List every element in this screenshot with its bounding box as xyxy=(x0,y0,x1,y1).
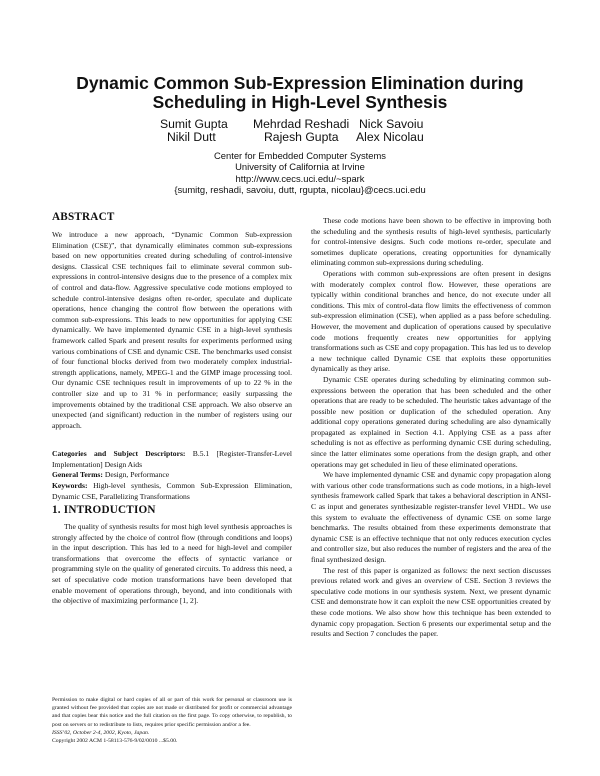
author-row-2 xyxy=(0,130,600,144)
intro-paragraph-4: Dynamic CSE operates during scheduling by eliminating common sub-expressions between the operation that has been scheduled and the other operations that are ready to be scheduled. The heuristic takes advantage of the possible new position or duplication of the scheduled operation. Any additional copy operations generated during scheduling are also dynamically propagated as explained in Section 4.1. Applying CSE as a pass after scheduling is not as effective as performing dynamic CSE during scheduling, since the latter eliminates some operations from the design graph, and other operations may get scheduled in lieu of these eliminated operations. xyxy=(311,374,551,469)
general-terms-text: Design, Performance xyxy=(104,470,170,479)
general-terms-label: General Terms: xyxy=(52,470,103,479)
intro-paragraph-3: Operations with common sub-expressions are often present in designs with moderately complex control flow. However, these operations are typically within conditional branches and hence, do not execute under all conditions. This mix of control-data flow limits the effectiveness of common sub-expression elimination (CSE), when applied as a pass before scheduling. However, the movement and duplication of operations caused by speculative code motions frequently creates new opportunities for applying transformations such as CSE and copy propagation. This has led us to develop a new technique called Dynamic CSE that exploits these opportunities dynamically as they arise. xyxy=(311,268,551,374)
author-name: Rajesh Gupta xyxy=(264,130,339,144)
affiliation-university: University of California at Irvine xyxy=(235,161,365,173)
paper-title xyxy=(40,74,560,112)
keywords-label: Keywords: xyxy=(52,481,88,490)
intro-paragraph-1: The quality of synthesis results for most high level synthesis approaches is strongly affected by the choice of control flow (through conditions and loops) in the input description. This has led to a need for high-level and compiler transformations that overcome the effects of syntactic variance or programming style on the quality of generated circuits. To address this need, a set of speculative code motion transformations have been developed that enable movement of operations through, beyond, and into conditionals with the objective of maximizing performance [1, 2]. xyxy=(52,522,292,606)
copyright-info: Copyright 2002 ACM 1-58113-576-9/02/0010 ...$5.00. xyxy=(52,738,178,745)
title-line-2: Scheduling in High-Level Synthesis xyxy=(152,92,448,112)
affiliation-center: Center for Embedded Computer Systems xyxy=(214,150,386,161)
author-name: Nick Savoiu xyxy=(359,117,424,131)
categories-label: Categories and Subject Descriptors: xyxy=(52,449,186,458)
introduction-body-left xyxy=(52,522,292,607)
intro-paragraph-2: These code motions have been shown to be effective in improving both the scheduling and the synthesis results of high-level synthesis, particularly for control-intensive designs. Such code motions re-order, speculate and sometimes duplicate operations, creating opportunities for dynamically eliminating common sub-expressions during scheduling. xyxy=(311,216,551,268)
introduction-body-right xyxy=(311,216,551,640)
abstract-text xyxy=(52,230,292,431)
abstract-paragraph: We introduce a new approach, “Dynamic Common Sub-expression Elimination (CSE)”, that dynamically eliminates common sub-expressions based on new opportunities created during scheduling of control-intensive designs. Classical CSE techniques fail to eliminate several common sub-expressions in control-intensive designs due to the presence of a complex mix of control and data-flow. Aggressive speculative code motions employed to schedule control-intensive designs often re-order, speculate and duplicate operations, hence changing the control flow between the operations with common sub-expressions. This leads to new opportunities for applying CSE dynamically. We have implemented dynamic CSE in a high-level synthesis framework called Spark and present results for experiments performed using various combinations of CSE and dynamic CSE. The benchmarks used consist of four functional blocks derived from two moderately complex industrial-strength applications, namely, MPEG-1 and the GIMP image processing tool. Our dynamic CSE techniques result in improvements of up to 22 % in the controller size and up to 31 % in performance; easily surpassing the improvements obtained by the traditional CSE approach. We also observe an unexpected (and significant) reduction in the number of registers using our approach. xyxy=(52,230,292,430)
title-line-1: Dynamic Common Sub-Expression Elimination during xyxy=(76,73,524,93)
categories xyxy=(52,449,292,470)
permission-text: Permission to make digital or hard copies of all or part of this work for personal or classroom use is granted without fee provided that copies are not made or distributed for profit or commercial advantage and that copies bear this notice and the full citation on the first page. To copy otherwise, to republish, to post on servers or to redistribute to lists, requires prior specific permission and/or a fee. xyxy=(52,697,292,728)
affiliation xyxy=(40,150,560,195)
intro-paragraph-5: We have implemented dynamic CSE and dynamic copy propagation along with various other code transformations such as code motions, in a high-level synthesis framework called Spark that takes a behavioral description in ANSI-C as input and generates synthesizable register-transfer level VHDL. We use this system to evaluate the effectiveness of dynamic CSE on some large benchmarks. The results obtained from these experiments demonstrate that dynamic CSE is an effective technique that not only reduces execution cycles and controller size, but also reduces the number of registers and the area of the final synthesized design. xyxy=(311,470,551,564)
author-name: Nikil Dutt xyxy=(167,130,216,144)
author-name: Mehrdad Reshadi xyxy=(253,117,350,131)
general-terms xyxy=(52,470,292,481)
conference-info: ISSS’02, October 2-4, 2002, Kyoto, Japan. xyxy=(52,729,150,736)
abstract-heading: ABSTRACT xyxy=(52,211,115,223)
affiliation-emails: {sumitg, reshadi, savoiu, dutt, rgupta, nicolau}@cecs.uci.edu xyxy=(174,183,426,195)
categories-text: B.5.1 [Register-Transfer-Level Implementation] Design Aids xyxy=(52,449,293,469)
author-name: Sumit Gupta xyxy=(160,117,228,131)
keywords xyxy=(52,481,292,502)
author-name: Alex Nicolau xyxy=(356,130,424,144)
keywords-text: High-level synthesis, Common Sub-Expression Elimination, Dynamic CSE, Parallelizing Transformations xyxy=(52,481,292,501)
intro-paragraph-6: The rest of this paper is organized as follows: the next section discusses previous related work and gives an overview of CSE. Section 3 reviews the speculative code motions in our synthesis system. Next, we present dynamic CSE and demonstrate how it can exploit the new CSE opportunities created by these code motions. We also show how this technique has been extended to dynamic copy propagation. Section 6 presents our experimental setup and the results and Section 7 concludes the paper. xyxy=(311,565,551,639)
affiliation-url: http://www.cecs.uci.edu/~spark xyxy=(235,172,365,184)
introduction-heading: 1. INTRODUCTION xyxy=(52,504,156,516)
author-row-1 xyxy=(0,117,600,131)
permission-footnote xyxy=(52,696,292,745)
